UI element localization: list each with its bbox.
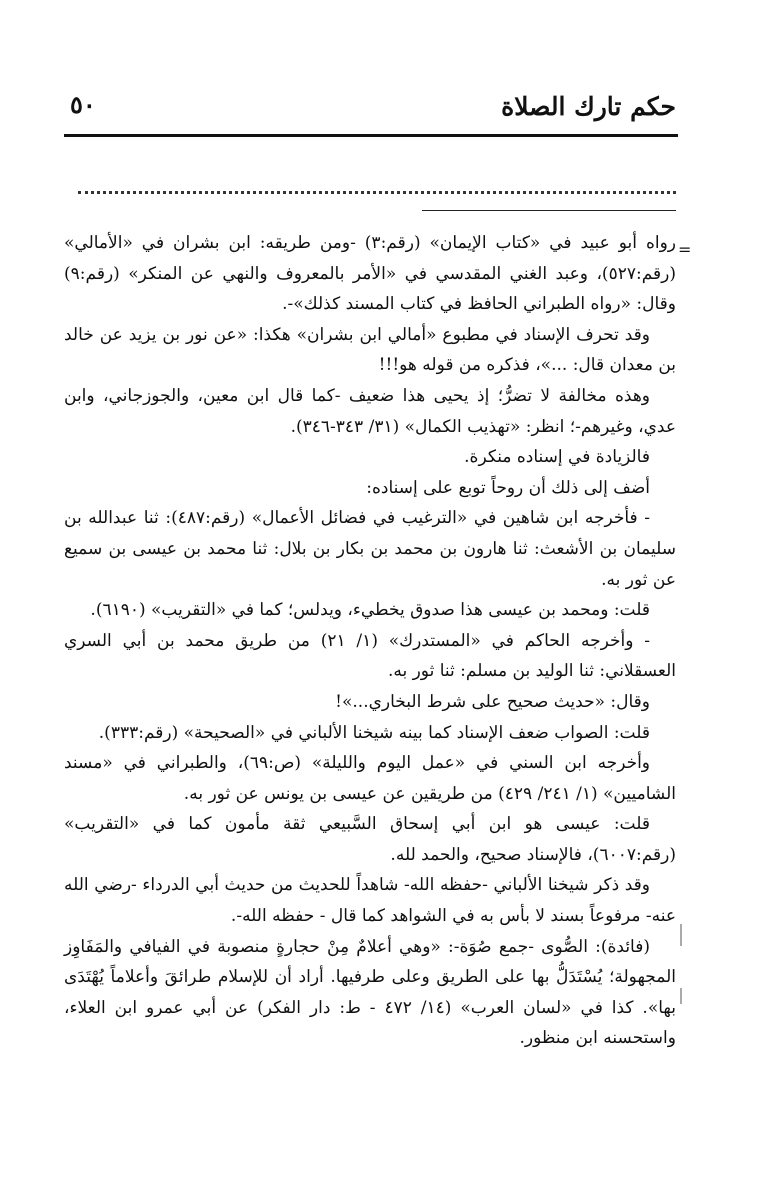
paragraph: - فأخرجه ابن شاهين في «الترغيب في فضائل الأعمال» (رقم:٤٨٧): ثنا عبدالله بن سليمان بن الأشعث: ثنا هارون بن محمد بن بكار بن بلال: ثنا محمد بن عيسى بن سميع عن ثور به. [64, 508, 676, 590]
margin-bar [680, 988, 682, 1004]
page-header [62, 88, 676, 128]
footnote-rule [422, 210, 676, 211]
paragraph: رواه أبو عبيد في «كتاب الإيمان» (رقم:٣) -ومن طريقه: ابن بشران في «الأمالي» (رقم:٥٢٧)، وعبد الغني المقدسي في «الأمر بالمعروف والنهي عن المنكر» (رقم:٩) وقال: «رواه الطبراني الحافظ في كتاب المسند كذلك»-. [64, 233, 676, 315]
paragraph: أضف إلى ذلك أن روحاً توبع على إسناده: [366, 477, 650, 498]
paragraph: قلت: ومحمد بن عيسى هذا صدوق يخطيء، ويدلس؛ كما في «التقريب» (٦١٩٠). [90, 600, 650, 621]
dotted-separator [78, 177, 676, 194]
paragraph: قلت: الصواب ضعف الإسناد كما بينه شيخنا الألباني في «الصحيحة» (رقم:٣٣٣). [98, 722, 650, 743]
footnote-body [64, 228, 676, 1054]
header-rule [64, 134, 678, 137]
margin-bar [680, 924, 682, 946]
paragraph: وأخرجه ابن السني في «عمل اليوم والليلة» (ص:٦٩)، والطبراني في «مسند الشاميين» (١/ ٢٤١/ ٤٢٩) من طريقين عن عيسى بن يونس عن ثور به. [64, 753, 676, 804]
paragraph: وهذه مخالفة لا تضرُّ؛ إذ يحيى هذا ضعيف -كما قال ابن معين، والجوزجاني، وابن عدي، وغيرهم-؛ انظر: «تهذيب الكمال» (٣١/ ٣٤٣-٣٤٦). [64, 385, 676, 437]
paragraph: (فائدة): الصُّوى -جمع صُوَة-: «وهي أعلامٌ مِنْ حجارةٍ منصوبة في الفيافي والمَفَاوِز المجهولة؛ يُسْتَدَلُّ بها على الطريق وعلى طرفيها. أراد أن للإسلام طرائقَ وأعلاماً يُهْتَدَى بها». كذا في «لسان العرب» (١٤/ ٤٧٢ - ط: دار الفكر) عن أبي عمرو ابن العلاء، واستحسنه ابن منظور. [64, 936, 676, 1049]
paragraph: - وأخرجه الحاكم في «المستدرك» (١/ ٢١) من طريق محمد بن أبي السري العسقلاني: ثنا الوليد بن مسلم: ثنا ثور به. [64, 630, 676, 682]
page-number: ٥٠ [70, 90, 96, 119]
continuation-mark: = [678, 240, 692, 259]
running-title: حكم تارك الصلاة [501, 92, 676, 121]
paragraph: فالزيادة في إسناده منكرة. [464, 447, 650, 468]
paragraph: وقال: «حديث صحيح على شرط البخاري...»! [335, 691, 650, 712]
paragraph: وقد تحرف الإسناد في مطبوع «أمالي ابن بشران» هكذا: «عن نور بن يزيد عن خالد بن معدان قال: ...»، فذكره من قوله هو!!! [64, 324, 676, 376]
paragraph: قلت: عيسى هو ابن أبي إسحاق السَّبيعي ثقة مأمون كما في «التقريب» (رقم:٦٠٠٧)، فالإسناد صحيح، والحمد لله. [64, 814, 676, 865]
paragraph: وقد ذكر شيخنا الألباني -حفظه الله- شاهداً للحديث من حديث أبي الدرداء -رضي الله عنه- مرفوعاً بسند لا بأس به في الشواهد كما قال - حفظه الله-. [64, 875, 676, 927]
